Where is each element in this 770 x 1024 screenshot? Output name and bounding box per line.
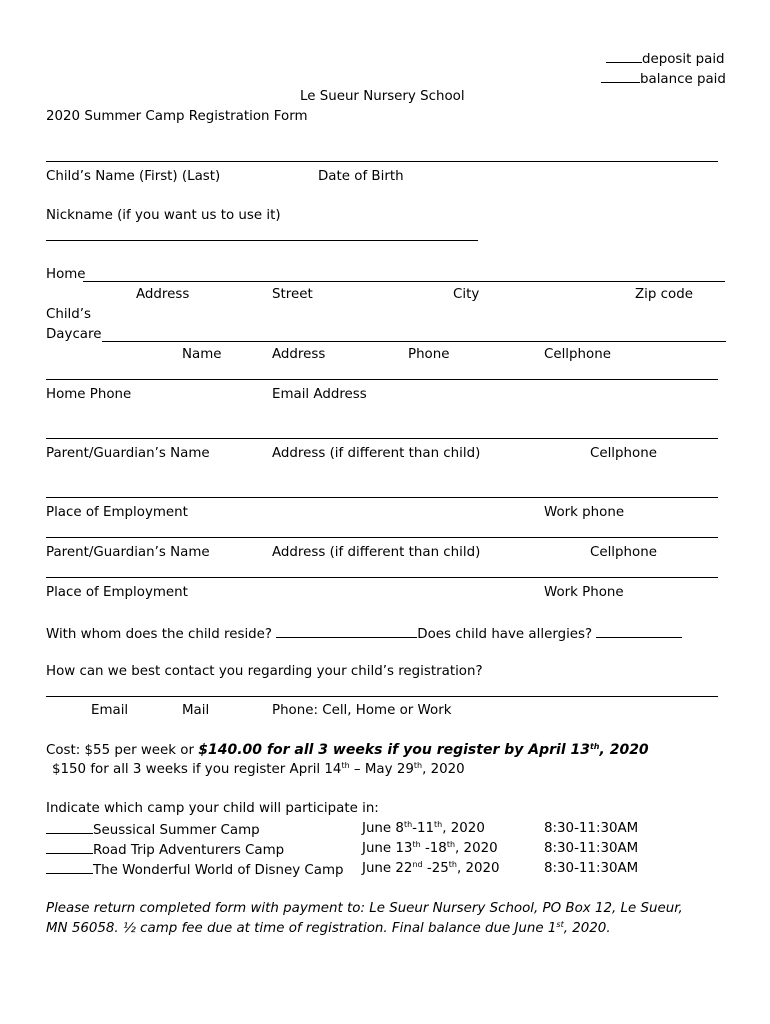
camp-dates: June 13th -18th, 2020 — [362, 840, 498, 856]
return-instructions-line1: Please return completed form with payment to: Le Sueur Nursery School, PO Box 12, Le Sueur, — [46, 901, 683, 916]
home-zip-sublabel: Zip code — [635, 287, 693, 302]
employment1-label: Place of Employment — [46, 505, 188, 520]
return-instructions-line2: MN 56058. ½ camp fee due at time of registration. Final balance due June 1st, 2020. — [46, 920, 611, 936]
camp-checkbox-blank[interactable] — [46, 861, 93, 874]
guardian1-address-label: Address (if different than child) — [272, 446, 481, 461]
contact-email-label: Email — [91, 703, 129, 718]
home-label: Home — [46, 267, 86, 282]
form-title: 2020 Summer Camp Registration Form — [46, 109, 308, 124]
child-name-line[interactable] — [46, 161, 718, 162]
reside-allergies-row — [46, 625, 682, 643]
balance-paid-line — [601, 70, 726, 88]
contact-question: How can we best contact you regarding your child’s registration? — [46, 664, 483, 679]
camps-intro: Indicate which camp your child will participate in: — [46, 801, 379, 816]
camp-checkbox-blank[interactable] — [46, 821, 93, 834]
home-address-line[interactable] — [83, 281, 725, 282]
deposit-paid-blank[interactable] — [606, 50, 642, 63]
daycare-phone-sublabel: Phone — [408, 347, 450, 362]
work-phone1-label: Work phone — [544, 505, 625, 520]
allergies-blank[interactable] — [596, 625, 682, 638]
guardian2-line[interactable] — [46, 537, 718, 538]
late-registration-price: $150 for all 3 weeks if you register April 14th – May 29th, 2020 — [52, 761, 465, 777]
home-phone-line[interactable] — [46, 379, 718, 380]
camp-time: 8:30-11:30AM — [544, 821, 639, 836]
early-registration-price: $140.00 for all 3 weeks if you register by April 13th, 2020 — [198, 742, 649, 758]
home-address-sublabel: Address — [136, 287, 190, 302]
camp-dates: June 8th-11th, 2020 — [362, 820, 485, 836]
daycare-name-sublabel: Name — [182, 347, 222, 362]
daycare-cellphone-sublabel: Cellphone — [544, 347, 611, 362]
cost-line — [46, 742, 649, 759]
nickname-line[interactable] — [46, 240, 478, 241]
daycare-address-sublabel: Address — [272, 347, 326, 362]
camp-dates: June 22nd -25th, 2020 — [362, 860, 500, 876]
contact-line[interactable] — [46, 696, 718, 697]
daycare-label: Daycare — [46, 327, 102, 342]
nickname-label: Nickname (if you want us to use it) — [46, 208, 281, 223]
date-of-birth-label: Date of Birth — [318, 169, 404, 184]
camp-name: Seussical Summer Camp — [93, 823, 260, 838]
daycare-line[interactable] — [102, 341, 726, 342]
reside-question: With whom does the child reside? — [46, 627, 273, 642]
home-street-sublabel: Street — [272, 287, 313, 302]
camp-time: 8:30-11:30AM — [544, 841, 639, 856]
home-phone-label: Home Phone — [46, 387, 132, 402]
camp-name: Road Trip Adventurers Camp — [93, 843, 285, 858]
deposit-paid-label: deposit paid — [642, 52, 725, 67]
balance-paid-blank[interactable] — [601, 70, 640, 83]
cost-prefix: Cost: $55 per week or — [46, 743, 194, 758]
camp-row — [46, 861, 344, 879]
guardian1-name-label: Parent/Guardian’s Name — [46, 446, 210, 461]
guardian2-cellphone-label: Cellphone — [590, 545, 657, 560]
contact-phone-label: Phone: Cell, Home or Work — [272, 703, 452, 718]
balance-paid-label: balance paid — [640, 72, 726, 87]
child-name-label: Child’s Name (First) (Last) — [46, 169, 221, 184]
employment2-label: Place of Employment — [46, 585, 188, 600]
deposit-paid-line — [606, 50, 725, 68]
guardian2-address-label: Address (if different than child) — [272, 545, 481, 560]
employment1-line[interactable] — [46, 497, 718, 498]
childs-label: Child’s — [46, 307, 92, 322]
email-address-label: Email Address — [272, 387, 367, 402]
camp-row — [46, 821, 260, 839]
camp-name: The Wonderful World of Disney Camp — [93, 863, 344, 878]
contact-mail-label: Mail — [182, 703, 210, 718]
home-city-sublabel: City — [453, 287, 480, 302]
camp-checkbox-blank[interactable] — [46, 841, 93, 854]
guardian2-name-label: Parent/Guardian’s Name — [46, 545, 210, 560]
reside-blank[interactable] — [276, 625, 417, 638]
school-name: Le Sueur Nursery School — [300, 89, 465, 104]
camp-row — [46, 841, 284, 859]
guardian1-line[interactable] — [46, 438, 718, 439]
guardian1-cellphone-label: Cellphone — [590, 446, 657, 461]
work-phone2-label: Work Phone — [544, 585, 624, 600]
camp-time: 8:30-11:30AM — [544, 861, 639, 876]
employment2-line[interactable] — [46, 577, 718, 578]
allergies-question: Does child have allergies? — [417, 627, 593, 642]
